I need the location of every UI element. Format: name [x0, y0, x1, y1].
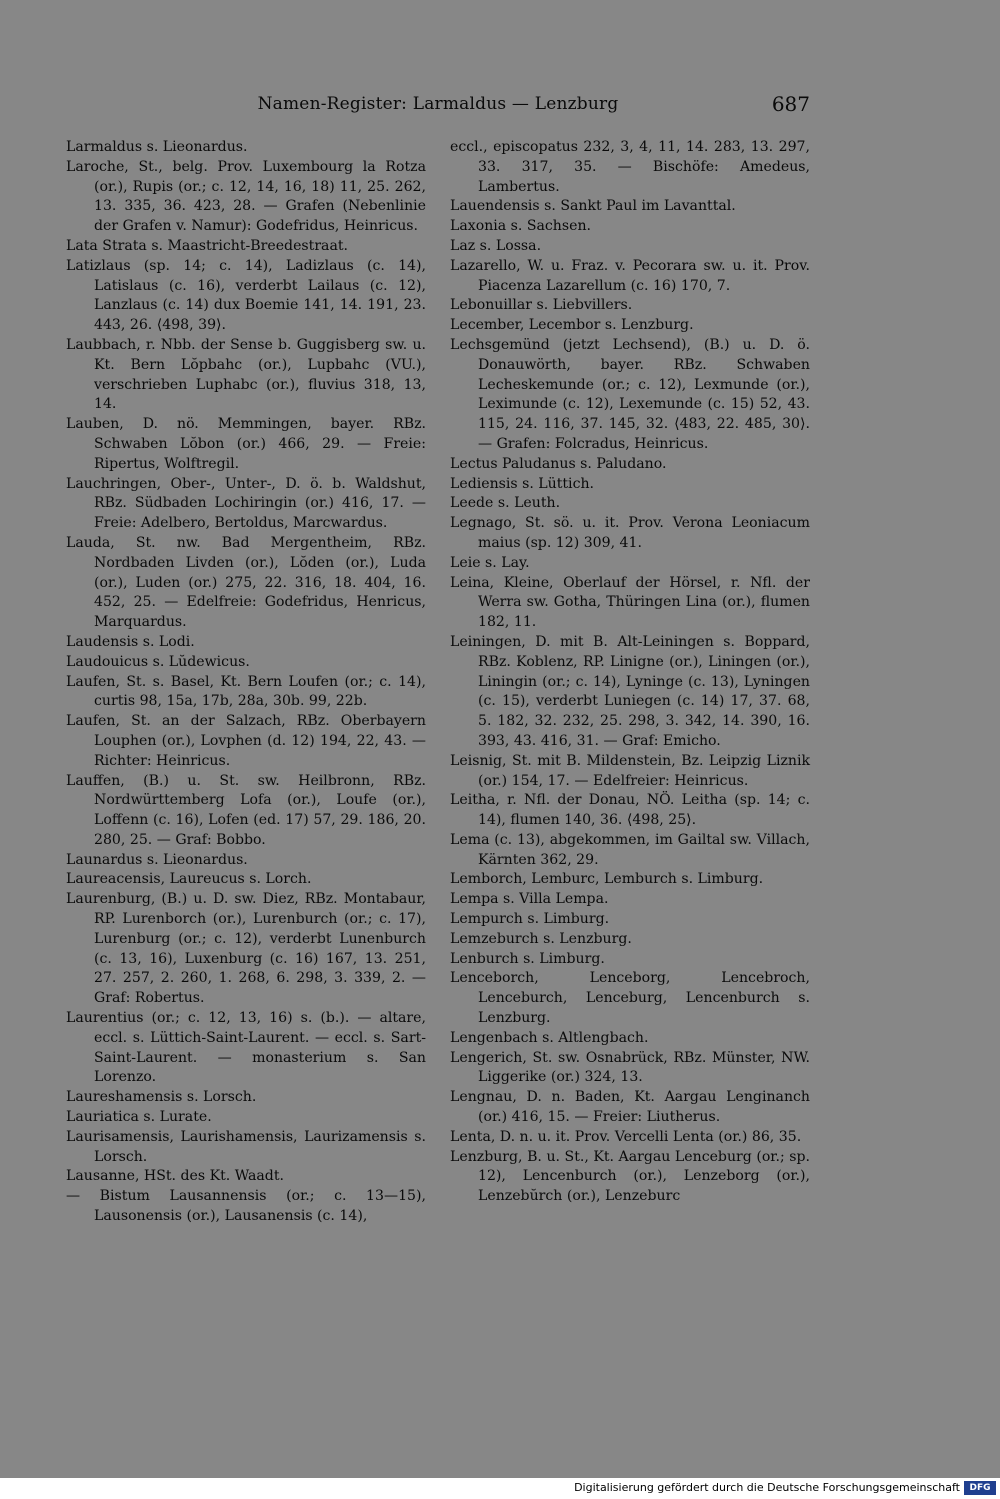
register-entry: Launardus s. Lieonardus.: [66, 851, 248, 868]
register-entry: Lauffen, (B.) u. St. sw. Heilbronn, RBz. Nordwürttemberg Lofa (or.), Loufe (or.), Loffenn (c. 16), Lofen (ed. 17) 57, 29. 186, 20. 280, 25. — Graf: Bobbo.: [66, 772, 426, 848]
register-entry: Leiningen, D. mit B. Alt-Leiningen s. Boppard, RBz. Koblenz, RP. Linigne (or.), Liningen (or.), Liningin (or.; c. 14), Lyninge (c. 13), Lyningen (c. 15), verderbt Luniegen (c. 14) 17, 37. 68, 5. 182, 32. 232, 25. 298, 3. 342, 14. 390, 16. 393, 43. 416, 31. — Graf: Emicho.: [450, 633, 810, 749]
register-entry: Legnago, St. sö. u. it. Prov. Verona Leoniacum maius (sp. 12) 309, 41.: [450, 515, 810, 551]
page-number: 687: [771, 92, 810, 116]
register-entry: eccl., episcopatus 232, 3, 4, 11, 14. 283, 13. 297, 33. 317, 35. — Bischöfe: Amedeus, Lambertus.: [450, 139, 810, 195]
register-entry: Lenta, D. n. u. it. Prov. Vercelli Lenta (or.) 86, 35.: [450, 1128, 802, 1145]
register-entry: Latizlaus (sp. 14; c. 14), Ladizlaus (c. 14), Latislaus (c. 16), verderbt Lailaus (c. 12), Lanzlaus (c. 14) dux Boemie 141, 14. 191, 23. 443, 26. ⟨498, 39⟩.: [66, 257, 426, 334]
register-entry: Lausanne, HSt. des Kt. Waadt.: [66, 1168, 284, 1185]
register-entry: Lengnau, D. n. Baden, Kt. Aargau Lenginanch (or.) 416, 15. — Freier: Liutherus.: [450, 1089, 810, 1126]
register-entry: Lebonuillar s. Liebvillers.: [450, 297, 633, 314]
register-entry: Laurisamensis, Laurishamensis, Laurizamensis s. Lorsch.: [66, 1128, 426, 1165]
register-entry: Lauendensis s. Sankt Paul im Lavanttal.: [450, 198, 736, 215]
register-entry: Lemzeburch s. Lenzburg.: [450, 930, 632, 947]
footer-bar: [0, 1478, 1000, 1499]
dfg-logo: DFG: [964, 1481, 996, 1495]
register-entry: Laufen, St. s. Basel, Kt. Bern Loufen (or.; c. 14), curtis 98, 15a, 17b, 28a, 30b. 99, 22b.: [66, 673, 426, 710]
register-entry: — Bistum Lausannensis (or.; c. 13—15), Lausonensis (or.), Lausanensis (c. 14),: [66, 1188, 426, 1225]
register-entry: Lempurch s. Limburg.: [450, 911, 610, 928]
register-entry: Leie s. Lay.: [450, 554, 530, 571]
page-header: [66, 92, 810, 122]
register-entry: Lauriatica s. Lurate.: [66, 1109, 212, 1126]
register-entry: Laxonia s. Sachsen.: [450, 218, 592, 235]
register-entry: Laubbach, r. Nbb. der Sense b. Guggisberg sw. u. Kt. Bern Lŏpbahc (or.), Lupbahc (VU.), verschrieben Luphabc (or.), fluvius 318, 13, 14.: [66, 336, 426, 413]
register-entry: Lata Strata s. Maastricht-Breedestraat.: [66, 237, 348, 254]
register-entry: Lenzburg, B. u. St., Kt. Aargau Lenceburg (or.; sp. 12), Lencenburch (or.), Lenzeborg (or.), Lenzebŭrch (or.), Lenzeburc: [450, 1148, 810, 1205]
running-title: Namen-Register: Larmaldus — Lenzburg: [257, 94, 619, 114]
register-entry: Laudensis s. Lodi.: [66, 633, 195, 650]
register-entry: Leede s. Leuth.: [450, 495, 561, 512]
register-entry: Leisnig, St. mit B. Mildenstein, Bz. Leipzig Liznik (or.) 154, 17. — Edelfreier: Heinricus.: [450, 752, 810, 789]
register-entry: Lecember, Lecembor s. Lenzburg.: [450, 317, 694, 334]
register-entry: Leitha, r. Nfl. der Donau, NÖ. Leitha (sp. 14; c. 14), flumen 140, 36. ⟨498, 25⟩.: [450, 792, 810, 829]
register-entry: Lenceborch, Lenceborg, Lencebroch, Lenceburch, Lenceburg, Lencenburch s. Lenzburg.: [450, 970, 810, 1027]
left-column: [66, 138, 426, 1227]
register-entry: Laureshamensis s. Lorsch.: [66, 1089, 257, 1106]
register-entry: Leina, Kleine, Oberlauf der Hörsel, r. Nfl. der Werra sw. Gotha, Thüringen Lina (or.), flumen 182, 11.: [450, 574, 810, 631]
register-entry: Laroche, St., belg. Prov. Luxembourg la Rotza (or.), Rupis (or.; c. 12, 14, 16, 18) 11, 25. 262, 13. 335, 36. 423, 28. — Grafen (Nebenlinie der Grafen v. Namur): Godefridus, Heinricus.: [66, 158, 426, 235]
register-entry: Lengerich, St. sw. Osnabrück, RBz. Münster, NW. Liggerike (or.) 324, 13.: [450, 1049, 810, 1086]
register-entry: Lauben, D. nö. Memmingen, bayer. RBz. Schwaben Lŏbon (or.) 466, 29. — Freie: Ripertus, Wolftregil.: [66, 416, 426, 472]
register-entry: Laz s. Lossa.: [450, 237, 542, 254]
register-entry: Lenburch s. Limburg.: [450, 950, 605, 967]
register-entry: Laurentius (or.; c. 12, 13, 16) s. (b.). — altare, eccl. s. Lüttich-Saint-Laurent. — eccl. s. Sart-Saint-Laurent. — monasterium s. San Lorenzo.: [66, 1010, 426, 1086]
register-entry: Laudouicus s. Lŭdewicus.: [66, 653, 250, 670]
register-entry: Lauda, St. nw. Bad Mergentheim, RBz. Nordbaden Livden (or.), Lŏden (or.), Luda (or.), Luden (or.) 275, 22. 316, 18. 404, 16. 452, 25. — Edelfreie: Godefridus, Henricus, Marquardus.: [66, 534, 426, 631]
register-entry: Lechsgemünd (jetzt Lechsend), (B.) u. D. ö. Donauwörth, bayer. RBz. Schwaben Lecheskemunde (or.; c. 12), Lexmunde (or.), Leximunde (c. 12), Lexemunde (c. 15) 52, 43. 115, 24. 116, 37. 145, 32. ⟨483, 22. 485, 30⟩. — Grafen: Folcradus, Heinricus.: [450, 336, 810, 452]
register-entry: Larmaldus s. Lieonardus.: [66, 139, 248, 155]
register-entry: Lema (c. 13), abgekommen, im Gailtal sw. Villach, Kärnten 362, 29.: [450, 831, 810, 868]
funding-notice: Digitalisierung gefördert durch die Deutsche Forschungsgemeinschaft: [574, 1481, 960, 1494]
register-entry: Lediensis s. Lüttich.: [450, 475, 595, 492]
register-entry: Laurenburg, (B.) u. D. sw. Diez, RBz. Montabaur, RP. Lurenborch (or.), Lurenburch (or.; c. 17), Lurenburg (or.; c. 12), verderbt Lunenburch (c. 13, 16), Luxenburg (c. 16) 167, 13. 251, 27. 257, 2. 260, 1. 268, 6. 298, 3. 339, 2. — Graf: Robertus.: [66, 891, 426, 1007]
register-entry: Lempa s. Villa Lempa.: [450, 891, 609, 908]
register-entry: Lectus Paludanus s. Paludano.: [450, 455, 667, 472]
register-entry: Lengenbach s. Altlengbach.: [450, 1029, 649, 1046]
register-entry: Lemborch, Lemburc, Lemburch s. Limburg.: [450, 871, 764, 888]
register-entry: Laureacensis, Laureucus s. Lorch.: [66, 871, 312, 888]
register-entry: Lazarello, W. u. Fraz. v. Pecorara sw. u. it. Prov. Piacenza Lazarellum (c. 16) 170, 7.: [450, 257, 810, 294]
register-entry: Laufen, St. an der Salzach, RBz. Oberbayern Louphen (or.), Lovphen (d. 12) 194, 22, 43. — Richter: Heinricus.: [66, 713, 426, 769]
register-entry: Lauchringen, Ober-, Unter-, D. ö. b. Waldshut, RBz. Südbaden Lochiringin (or.) 416, 17. — Freie: Adelbero, Bertoldus, Marcwardus.: [66, 475, 426, 532]
right-column: [450, 138, 810, 1207]
